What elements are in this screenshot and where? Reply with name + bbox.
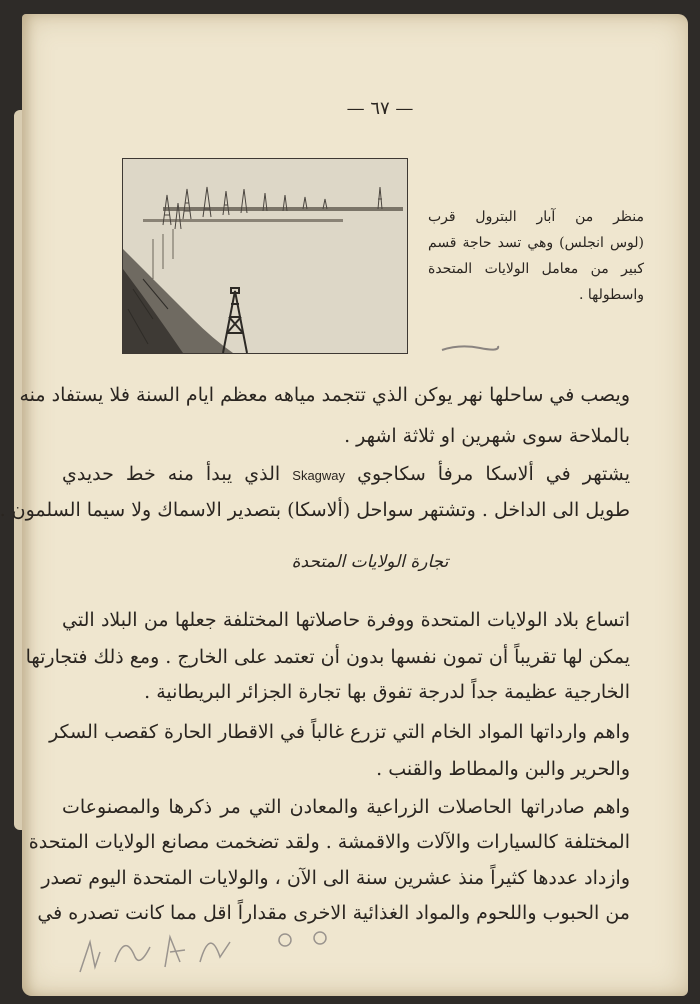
photo-caption-line-1: منظر من آبار البترول قرب	[428, 209, 644, 225]
photo-caption-line-3: كبير من معامل الولايات المتحدة	[428, 261, 644, 277]
imports-line-1: واهم وارداتها المواد الخام التي تزرع غالباً في الاقطار الحارة كقصب السكر	[49, 721, 630, 743]
body-paragraph-1-line-2: بالملاحة سوى شهرين او ثلاثة اشهر .	[344, 425, 630, 447]
exports-line-4: من الحبوب واللحوم والمواد الغذائية الاخرى مقداراً اقل مما كانت تصدره في	[37, 902, 630, 924]
photo-caption-line-4: واسطولها .	[579, 287, 644, 303]
exports-line-1: واهم صادراتها الحاصلات الزراعية والمعادن التي مر ذكرها والمصنوعات	[62, 796, 630, 818]
skagway-text-before: يشتهر في ألاسكا مرفأ سكاجوي	[357, 463, 631, 485]
oil-wells-illustration	[123, 159, 407, 353]
body-paragraph-2-line-2: طويل الى الداخل . وتشتهر سواحل (ألاسكا) بتصدير الاسماك ولا سيما السلمون .	[0, 499, 630, 521]
pencil-mark	[440, 340, 500, 356]
page-number: — ٦٧ —	[346, 98, 414, 119]
body-paragraph-2-line-1	[62, 462, 630, 488]
body-paragraph-1-line-1: ويصب في ساحلها نهر يوكن الذي تتجمد مياهه معظم ايام السنة فلا يستفاد منه	[19, 384, 630, 406]
skagway-text-after: الذي يبدأ منه خط حديدي	[62, 463, 281, 485]
trade-line-1: اتساع بلاد الولايات المتحدة ووفرة حاصلاتها المختلفة جعلها من البلاد التي	[62, 609, 630, 631]
photo-caption-line-2: (لوس انجلس) وهي تسد حاجة قسم	[428, 235, 644, 251]
trade-line-3: الخارجية عظيمة جداً لدرجة تفوق بها تجارة الجزائر البريطانية .	[144, 681, 630, 703]
trade-line-2: يمكن لها تقريباً أن تمون نفسها بدون أن تعتمد على الخارج . ومع ذلك فتجارتها	[25, 646, 630, 668]
handwritten-scribbles	[70, 912, 350, 982]
exports-line-2: المختلفة كالسيارات والآلات والاقمشة . ولقد تضخمت مصانع الولايات المتحدة	[28, 831, 630, 853]
imports-line-2: والحرير والبن والمطاط والقنب .	[376, 758, 630, 780]
oil-wells-photo	[122, 158, 408, 354]
skagway-latin: Skagway	[292, 468, 346, 483]
exports-line-3: وازداد عددها كثيراً منذ عشرين سنة الى الآن ، والولايات المتحدة اليوم تصدر	[41, 867, 630, 889]
section-heading: تجارة الولايات المتحدة	[291, 552, 449, 572]
